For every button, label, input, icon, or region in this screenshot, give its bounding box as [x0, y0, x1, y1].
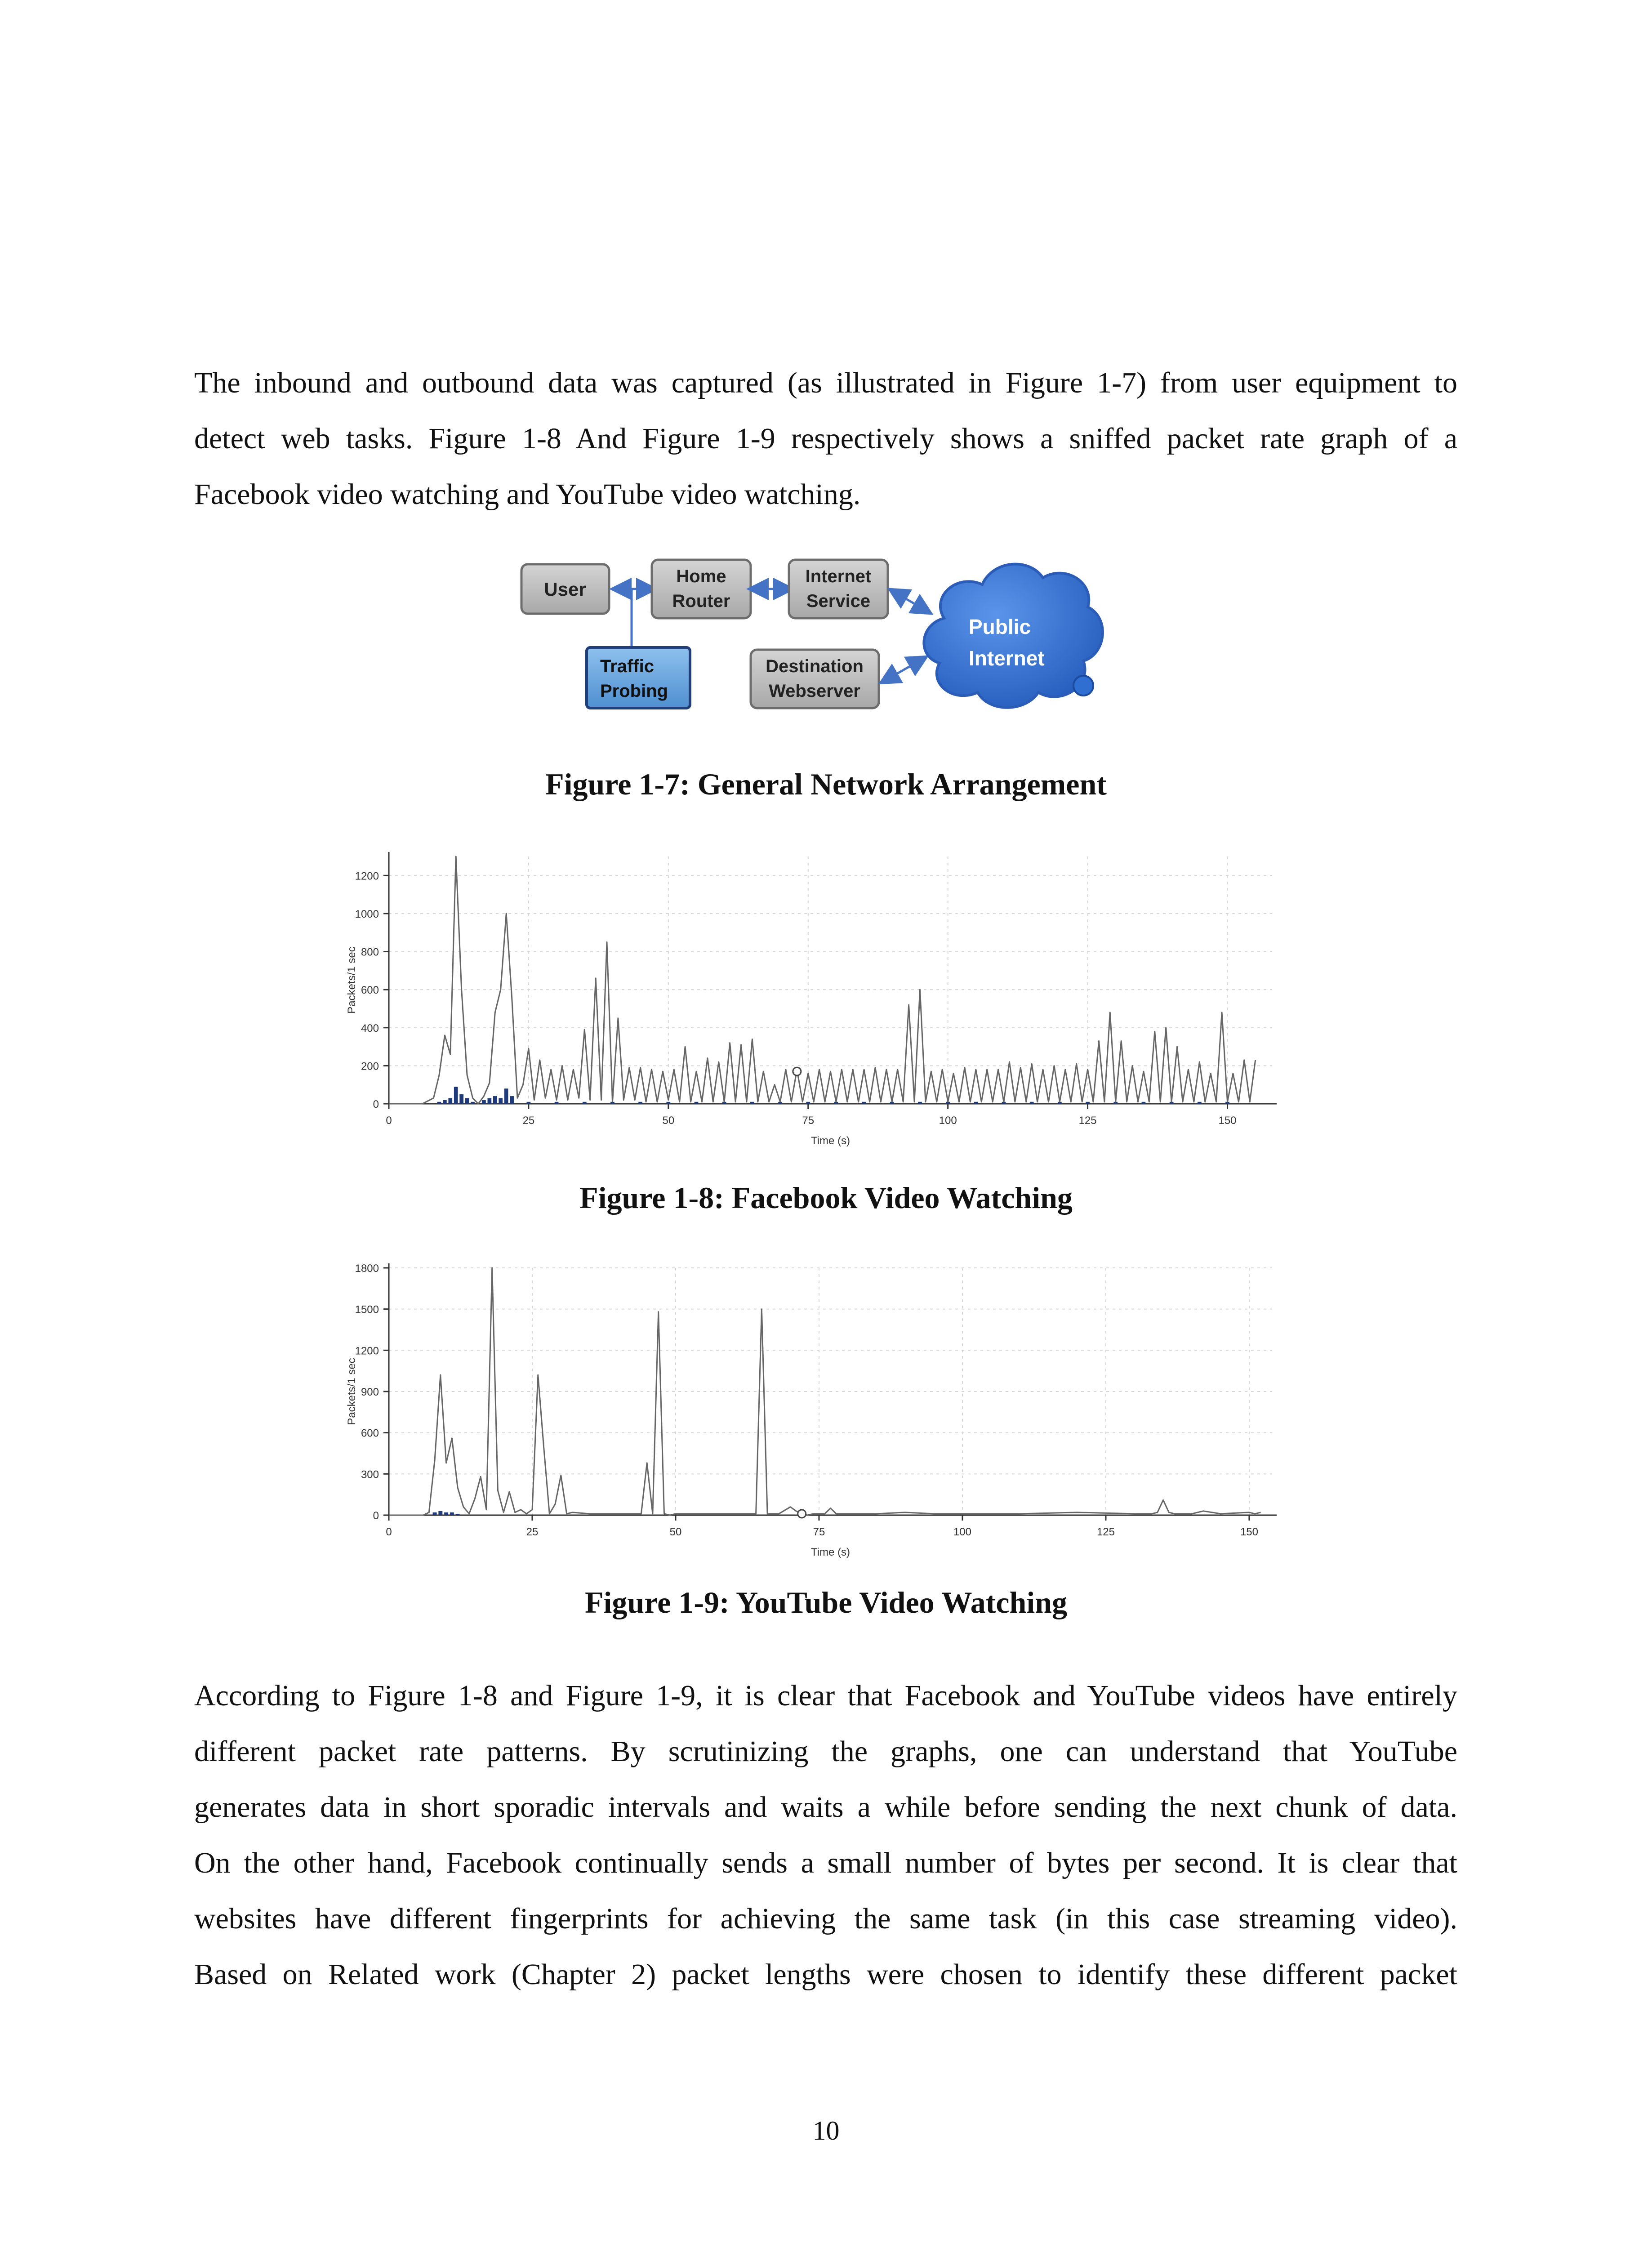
y-tick-label: 600 [361, 984, 379, 997]
y-tick-label: 1200 [355, 1345, 379, 1357]
y-tick-label: 400 [361, 1022, 379, 1035]
packet-bar [450, 1512, 454, 1515]
packet-bar [438, 1511, 442, 1515]
body-line: On the other hand, Facebook continually sends a small number of bytes per second. It is clear that [194, 1847, 1457, 1879]
figure-9-caption: Figure 1-9: YouTube Video Watching [584, 1585, 1068, 1619]
packet-bar [510, 1096, 514, 1104]
y-tick-label: 200 [361, 1060, 379, 1073]
packet-bar [1086, 1102, 1090, 1104]
internet-service-node [789, 560, 888, 618]
x-tick-label: 25 [522, 1115, 535, 1127]
intro-line: detect web tasks. Figure 1-8 And Figure 1-9 respectively shows a sniffed packet rate graph of a [194, 422, 1457, 455]
webserver-internet-arrow [888, 661, 919, 679]
y-axis-label: Packets/1 sec [346, 1358, 358, 1425]
packet-bar [1142, 1102, 1146, 1104]
packet-bar [437, 1102, 441, 1104]
packet-bar [482, 1100, 486, 1104]
network-diagram [512, 551, 1115, 731]
home-router-node [652, 560, 751, 618]
destination-webserver-label-1: Destination [766, 656, 864, 676]
public-internet-cloud [924, 564, 1102, 708]
packet-bar [448, 1098, 452, 1104]
y-tick-label: 1500 [355, 1303, 379, 1316]
destination-webserver-label-2: Webserver [769, 681, 860, 701]
service-internet-arrow [897, 593, 924, 609]
packet-bar [443, 1100, 447, 1104]
y-tick-label: 1200 [355, 870, 379, 883]
packet-bar [527, 1102, 531, 1104]
facebook-packet-rate-chart [342, 847, 1310, 1162]
public-internet-label-1: Public [969, 615, 1031, 638]
destination-webserver-node [751, 650, 879, 708]
figure-8-caption: Figure 1-8: Facebook Video Watching [579, 1181, 1073, 1215]
packet-bar [750, 1102, 754, 1104]
body-line: Based on Related work (Chapter 2) packet lengths were chosen to identify these different packet [194, 1958, 1457, 1991]
packet-bar [862, 1102, 866, 1104]
intro-line: The inbound and outbound data was captured (as illustrated in Figure 1-7) from user equipment to [194, 366, 1457, 399]
packet-bar [456, 1514, 460, 1515]
packet-bar [666, 1102, 670, 1104]
packet-bar [1198, 1102, 1202, 1104]
x-tick-label: 125 [1096, 1526, 1115, 1538]
body-line: generates data in short sporadic intervals and waits a while before sending the next chunk of data. [194, 1791, 1457, 1824]
packet-bar [444, 1512, 448, 1515]
packet-bar [493, 1096, 497, 1104]
x-tick-label: 75 [802, 1115, 815, 1127]
body-paragraph [194, 1668, 1457, 2003]
y-tick-label: 0 [373, 1510, 379, 1522]
x-tick-label: 25 [526, 1526, 539, 1538]
traffic-probing-node [587, 647, 690, 708]
data-point-marker [798, 1510, 806, 1518]
grid-lines [389, 856, 1272, 1104]
page-number: 10 [812, 2116, 840, 2145]
intro-line: Facebook video watching and YouTube video watching. [194, 478, 861, 511]
x-tick-label: 0 [386, 1115, 392, 1127]
home-router-label-1: Home [676, 566, 726, 586]
packet-bar [499, 1098, 503, 1104]
x-tick-label: 75 [813, 1526, 825, 1538]
body-line: websites have different fingerprints for achieving the same task (in this case streaming video). [194, 1902, 1457, 1935]
packet-rate-line [389, 856, 1256, 1104]
y-tick-label: 600 [361, 1427, 379, 1440]
y-axis-label: Packets/1 sec [346, 946, 358, 1014]
y-tick-label: 1000 [355, 908, 379, 920]
body-line: different packet rate patterns. By scrutinizing the graphs, one can understand that YouTube [194, 1735, 1457, 1768]
y-tick-label: 300 [361, 1468, 379, 1481]
packet-bar [454, 1087, 458, 1104]
packet-bar [1030, 1102, 1034, 1104]
internet-service-label-2: Service [806, 591, 871, 611]
x-tick-label: 150 [1218, 1115, 1237, 1127]
internet-service-label-1: Internet [805, 566, 872, 586]
packet-bar [488, 1098, 492, 1104]
user-label: User [544, 579, 586, 600]
packet-bar [433, 1512, 437, 1515]
public-internet-label-2: Internet [969, 647, 1045, 670]
intro-paragraph [194, 355, 1457, 522]
packet-bar [459, 1094, 463, 1104]
x-tick-label: 50 [662, 1115, 675, 1127]
body-line: According to Figure 1-8 and Figure 1-9, it is clear that Facebook and YouTube videos have entirely [194, 1679, 1457, 1712]
packet-bar [465, 1098, 469, 1104]
x-tick-label: 125 [1078, 1115, 1097, 1127]
y-tick-label: 1800 [355, 1262, 379, 1275]
x-tick-label: 150 [1240, 1526, 1258, 1538]
packet-bar [555, 1102, 559, 1104]
packet-bar [695, 1102, 699, 1104]
x-tick-label: 100 [953, 1526, 971, 1538]
y-tick-label: 800 [361, 946, 379, 959]
y-tick-label: 0 [373, 1098, 379, 1111]
grid-lines [389, 1268, 1272, 1515]
packet-bar [918, 1102, 922, 1104]
x-axis-label: Time (s) [810, 1135, 850, 1147]
packet-bar [974, 1102, 978, 1104]
x-tick-label: 0 [386, 1526, 392, 1538]
packet-bar [638, 1102, 642, 1104]
packet-bar [806, 1102, 810, 1104]
user-node [521, 564, 609, 614]
home-router-label-2: Router [672, 591, 730, 611]
traffic-probing-label-1: Traffic [600, 656, 655, 676]
packet-bar [583, 1102, 587, 1104]
x-tick-label: 50 [669, 1526, 682, 1538]
data-point-marker [793, 1067, 801, 1075]
traffic-probing-label-2: Probing [600, 681, 668, 701]
x-axis-label: Time (s) [810, 1546, 850, 1558]
x-tick-label: 100 [939, 1115, 957, 1127]
packet-bar [504, 1088, 508, 1104]
y-tick-label: 900 [361, 1386, 379, 1398]
packet-bar [471, 1102, 475, 1104]
figure-7-caption: Figure 1-7: General Network Arrangement [545, 767, 1107, 801]
youtube-packet-rate-chart [342, 1259, 1310, 1574]
